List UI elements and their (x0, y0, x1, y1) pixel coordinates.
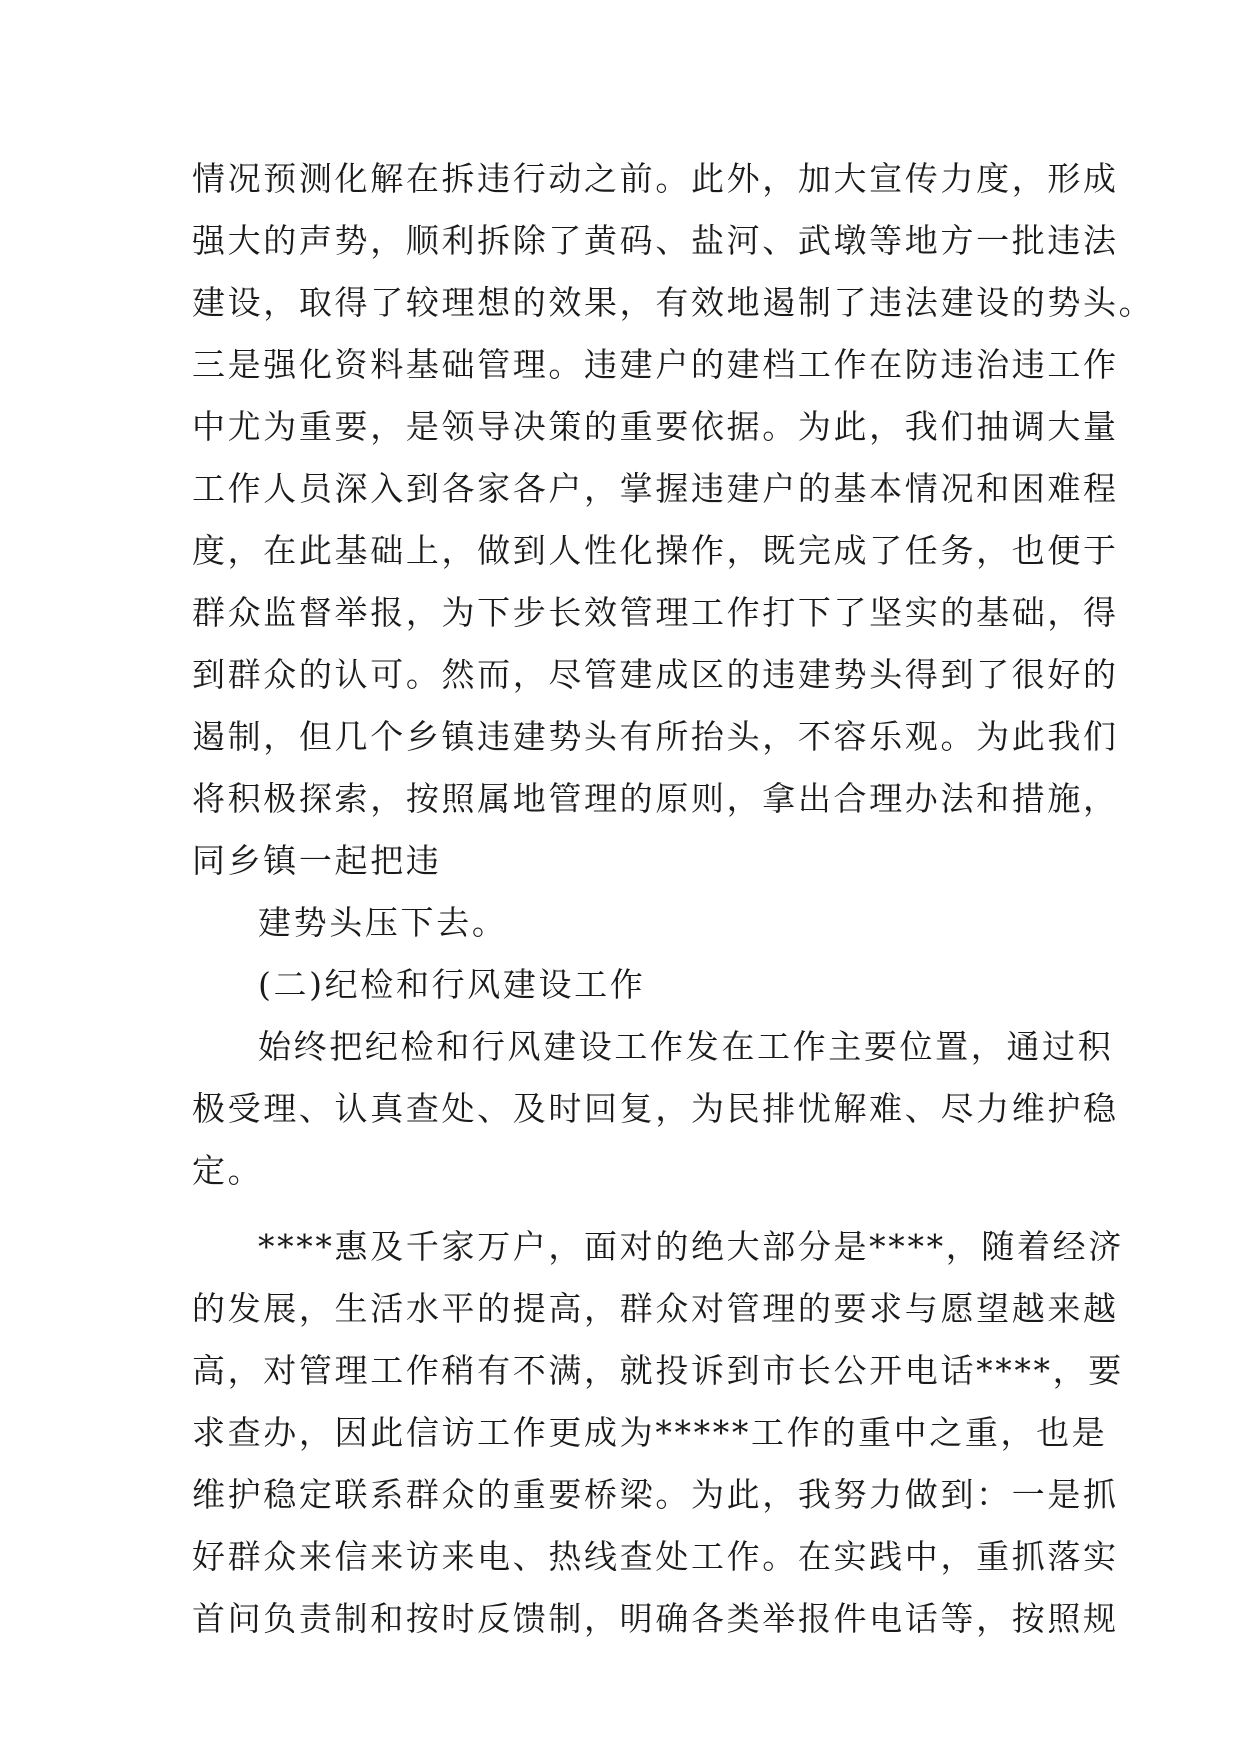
text-line: 强大的声势，顺利拆除了黄码、盐河、武墩等地方一批违法 (192, 221, 1119, 260)
text-line: 的发展，生活水平的提高，群众对管理的要求与愿望越来越 (192, 1289, 1119, 1328)
text-line: 中尤为重要，是领导决策的重要依据。为此，我们抽调大量 (192, 407, 1119, 446)
text-line: 度，在此基础上，做到人性化操作，既完成了任务，也便于 (192, 531, 1119, 570)
text-line: 始终把纪检和行风建设工作发在工作主要位置，通过积 (258, 1027, 1114, 1066)
text-line: 建势头压下去。 (258, 903, 508, 942)
text-line: 群众监督举报，为下步长效管理工作打下了坚实的基础，得 (192, 593, 1119, 632)
text-line: 工作人员深入到各家各户，掌握违建户的基本情况和困难程 (192, 469, 1119, 508)
text-line: 遏制，但几个乡镇违建势头有所抬头，不容乐观。为此我们 (192, 717, 1119, 756)
text-line: 维护稳定联系群众的重要桥梁。为此，我努力做到：一是抓 (192, 1475, 1119, 1514)
text-line: 三是强化资料基础管理。违建户的建档工作在防违治违工作 (192, 345, 1119, 384)
text-line: ****惠及千家万户，面对的绝大部分是****，随着经济 (258, 1227, 1124, 1266)
text-line: 到群众的认可。然而，尽管建成区的违建势头得到了很好的 (192, 655, 1119, 694)
text-line: 情况预测化解在拆违行动之前。此外，加大宣传力度，形成 (192, 159, 1119, 198)
text-line: 将积极探索，按照属地管理的原则，拿出合理办法和措施， (192, 779, 1119, 818)
text-line: 建设，取得了较理想的效果，有效地遏制了违法建设的势头。 (192, 283, 1155, 322)
text-line: 定。 (192, 1151, 264, 1190)
text-line: 极受理、认真查处、及时回复，为民排忧解难、尽力维护稳 (192, 1089, 1119, 1128)
text-line: 好群众来信来访来电、热线查处工作。在实践中，重抓落实 (192, 1537, 1119, 1576)
text-line: 首问负责制和按时反馈制，明确各类举报件电话等，按照规 (192, 1599, 1119, 1638)
text-line: 高，对管理工作稍有不满，就投诉到市长公开电话****，要 (192, 1351, 1124, 1390)
text-line: 同乡镇一起把违 (192, 841, 442, 880)
section-heading: (二)纪检和行风建设工作 (258, 965, 646, 1004)
text-line: 求查办，因此信访工作更成为*****工作的重中之重，也是 (192, 1413, 1108, 1452)
